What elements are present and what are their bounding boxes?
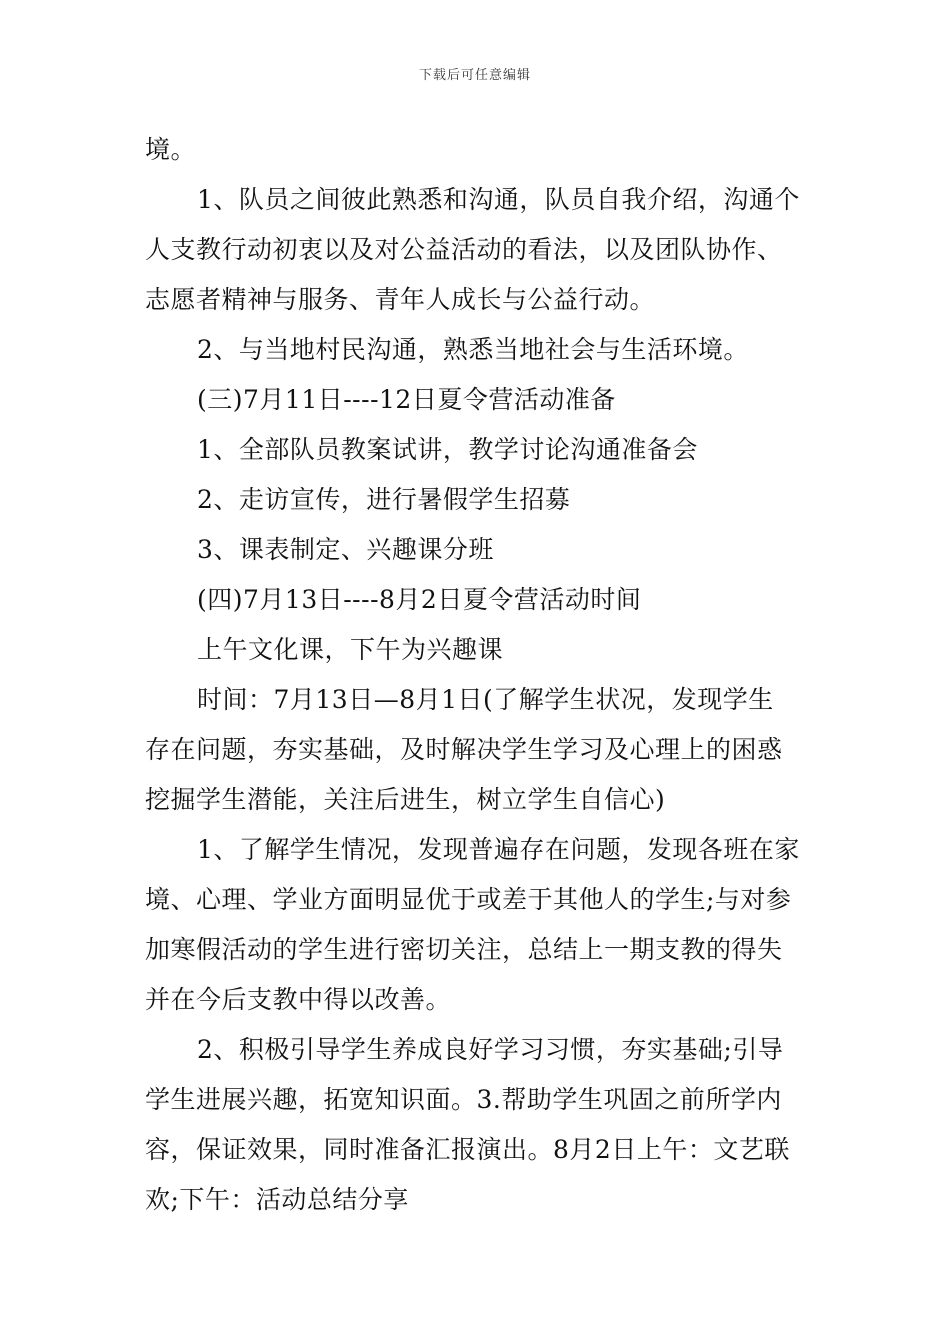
text-line: 挖掘学生潜能，关注后进生，树立学生自信心) (145, 785, 666, 814)
text-line: 志愿者精神与服务、青年人成长与公益行动。 (145, 285, 656, 314)
text-line: 1、全部队员教案试讲，教学讨论沟通准备会 (197, 435, 698, 464)
text-line: 境。 (145, 135, 197, 164)
text-line: 2、走访宣传，进行暑假学生招募 (197, 485, 571, 514)
text-line: 学生进展兴趣，拓宽知识面。3.帮助学生巩固之前所学内 (145, 1085, 782, 1114)
text-line: 时间：7月13日—8月1日(了解学生状况，发现学生 (197, 685, 774, 714)
text-line: 3、课表制定、兴趣课分班 (197, 535, 494, 564)
document-body (145, 125, 807, 1225)
text-line: 境、心理、学业方面明显优于或差于其他人的学生;与对参 (145, 885, 792, 914)
text-line: 加寒假活动的学生进行密切关注，总结上一期支教的得失 (145, 935, 783, 964)
text-line: 1、了解学生情况，发现普遍存在问题，发现各班在家 (197, 835, 800, 864)
text-line: 2、与当地村民沟通，熟悉当地社会与生活环境。 (197, 335, 749, 364)
text-line: 存在问题，夯实基础，及时解决学生学习及心理上的困惑 (145, 735, 783, 764)
section-heading: (三)7月11日----12日夏令营活动准备 (197, 385, 616, 414)
text-line: 容，保证效果，同时准备汇报演出。8月2日上午：文艺联 (145, 1135, 790, 1164)
text-line: 人支教行动初衷以及对公益活动的看法，以及团队协作、 (145, 235, 783, 264)
page-header: 下载后可任意编辑 (418, 68, 531, 83)
text-line: 欢;下午：活动总结分享 (145, 1185, 409, 1214)
text-line: 上午文化课，下午为兴趣课 (197, 635, 504, 664)
text-line: 并在今后支教中得以改善。 (145, 985, 452, 1014)
text-line: 2、积极引导学生养成良好学习习惯，夯实基础;引导 (197, 1035, 784, 1064)
section-heading: (四)7月13日----8月2日夏令营活动时间 (197, 585, 642, 614)
text-line: 1、队员之间彼此熟悉和沟通，队员自我介绍，沟通个 (197, 185, 800, 214)
